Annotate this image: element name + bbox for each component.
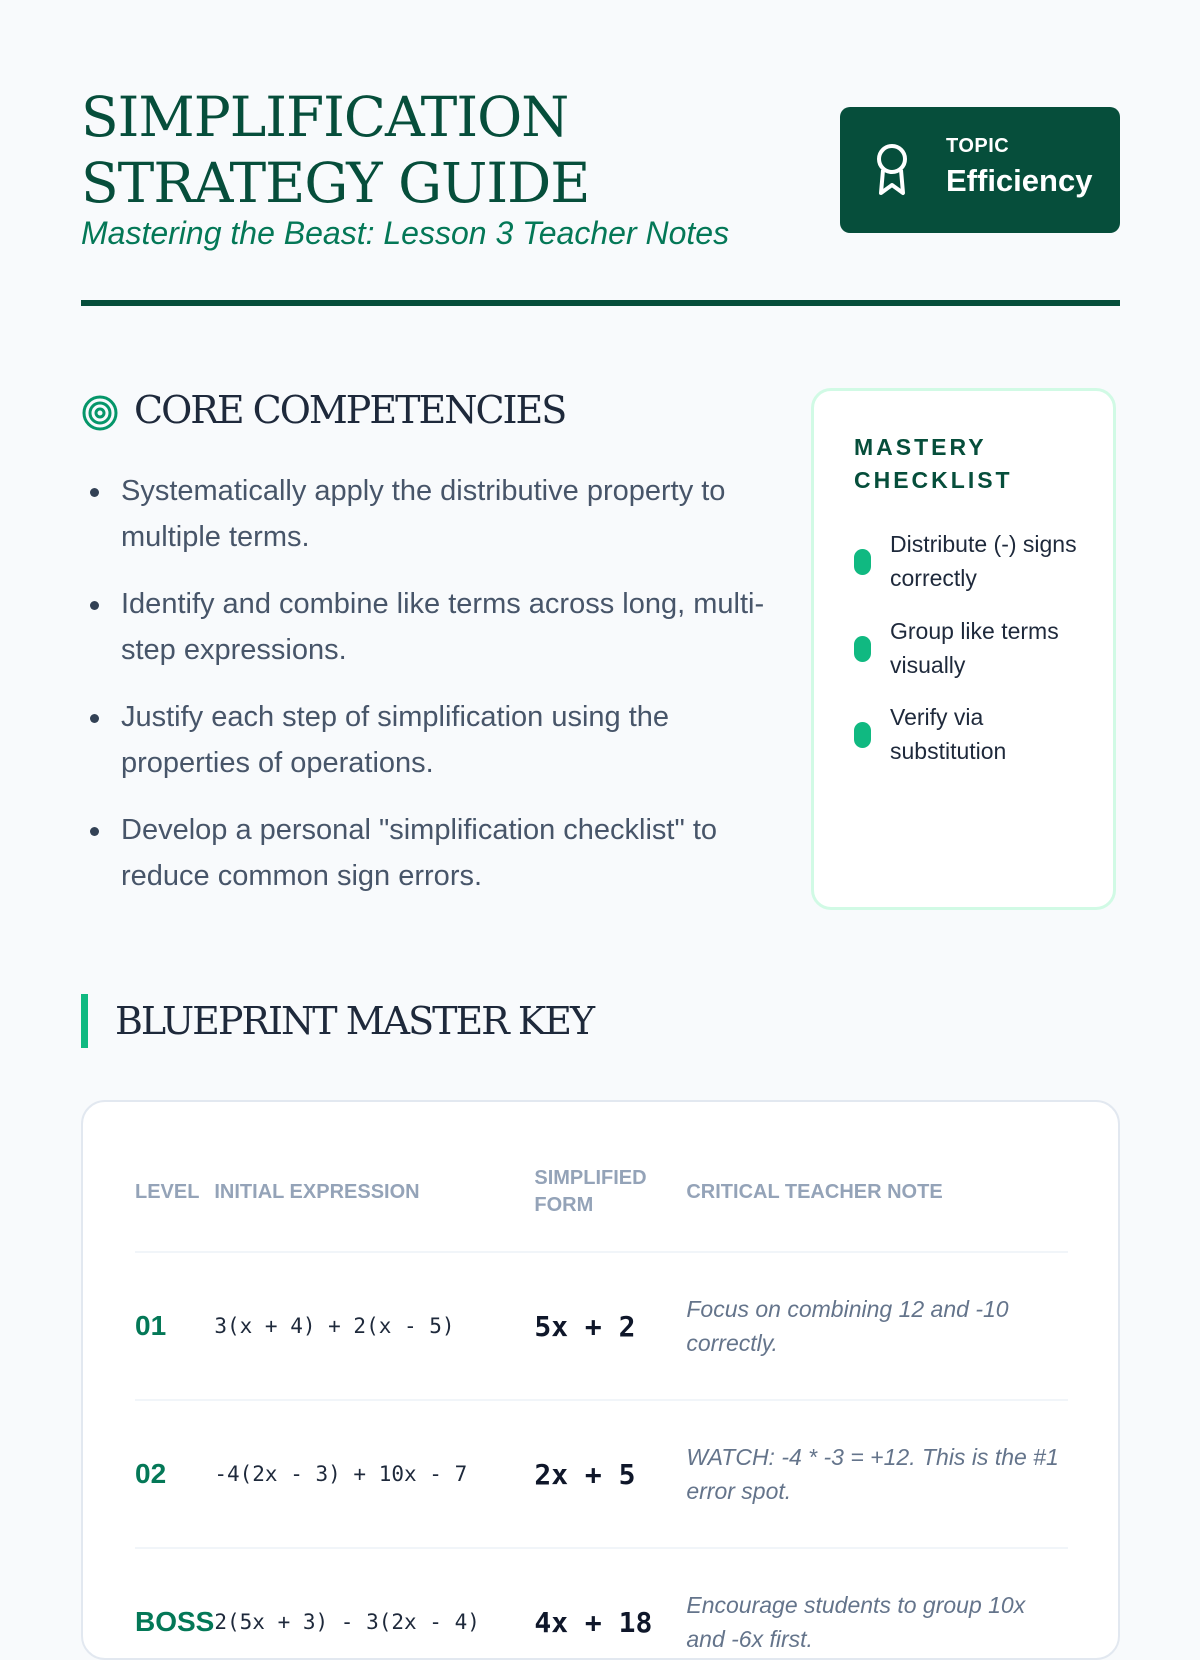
row-teacher-note: Encourage students to group 10x and -6x first.: [686, 1548, 1068, 1660]
award-icon: [874, 143, 910, 197]
checklist-item-label: Verify via substitution: [890, 704, 1007, 764]
checklist-item: [854, 525, 1084, 595]
table-row: [135, 1252, 1068, 1400]
blueprint-heading: BLUEPRINT MASTER KEY: [115, 999, 594, 1043]
badge-label: TOPIC: [946, 135, 1010, 157]
row-initial-expression: 3(x + 4) + 2(x - 5): [214, 1252, 534, 1400]
bullet-dot: [854, 549, 871, 575]
row-initial-expression: 2(5x + 3) - 3(2x - 4): [214, 1548, 534, 1660]
column-header-simplified-label: SIMPLIFIED FORM: [534, 1167, 647, 1216]
accent-bar: [81, 994, 88, 1048]
page-subtitle: Mastering the Beast: Lesson 3 Teacher Notes: [81, 215, 730, 251]
blueprint-header: [81, 994, 781, 1048]
topic-badge: [840, 107, 1120, 233]
row-level: 02: [135, 1400, 214, 1548]
badge-value: Efficiency: [946, 163, 1093, 198]
row-teacher-note: WATCH: -4 * -3 = +12. This is the #1 error spot.: [686, 1400, 1068, 1548]
row-simplified-form: 5x + 2: [534, 1252, 686, 1400]
row-level: BOSS: [135, 1548, 214, 1660]
column-header-simplified: [534, 1157, 686, 1252]
checklist-item: [854, 612, 1084, 682]
competencies-heading: CORE COMPETENCIES: [134, 388, 566, 432]
target-icon: [81, 394, 119, 432]
list-item: Identify and combine like terms across long, multi-step expressions.: [81, 581, 771, 673]
page: [81, 0, 1120, 1652]
bullet-dot: [854, 636, 871, 662]
header-divider: [81, 300, 1120, 306]
row-level: 01: [135, 1252, 214, 1400]
header: [81, 84, 1120, 266]
mastery-checklist: [811, 388, 1116, 910]
core-competencies: [81, 388, 771, 892]
checklist-item-label: Group like terms visually: [890, 618, 1059, 678]
table-row: [135, 1400, 1068, 1548]
blueprint-table: [135, 1157, 1068, 1660]
column-header-level: LEVEL: [135, 1157, 214, 1252]
checklist-heading: MASTERY CHECKLIST: [854, 434, 1013, 493]
competencies-list: [81, 468, 771, 920]
row-initial-expression: -4(2x - 3) + 10x - 7: [214, 1400, 534, 1548]
list-item: Systematically apply the distributive property to multiple terms.: [81, 468, 771, 560]
blueprint-table-card: [81, 1100, 1120, 1660]
list-item: Develop a personal "simplification checklist" to reduce common sign errors.: [81, 807, 771, 899]
table-header-row: [135, 1157, 1068, 1252]
list-item: Justify each step of simplification using the properties of operations.: [81, 694, 771, 786]
competencies-header: [81, 390, 771, 440]
table-row: [135, 1548, 1068, 1660]
bullet-dot: [854, 722, 871, 748]
page-title: SIMPLIFICATION STRATEGY GUIDE: [81, 85, 590, 215]
column-header-initial: INITIAL EXPRESSION: [214, 1157, 534, 1252]
row-simplified-form: 2x + 5: [534, 1400, 686, 1548]
column-header-note: CRITICAL TEACHER NOTE: [686, 1157, 1068, 1252]
row-simplified-form: 4x + 18: [534, 1548, 686, 1660]
checklist-item: [854, 698, 1084, 768]
row-teacher-note: Focus on combining 12 and -10 correctly.: [686, 1252, 1068, 1400]
checklist-item-label: Distribute (-) signs correctly: [890, 531, 1077, 591]
